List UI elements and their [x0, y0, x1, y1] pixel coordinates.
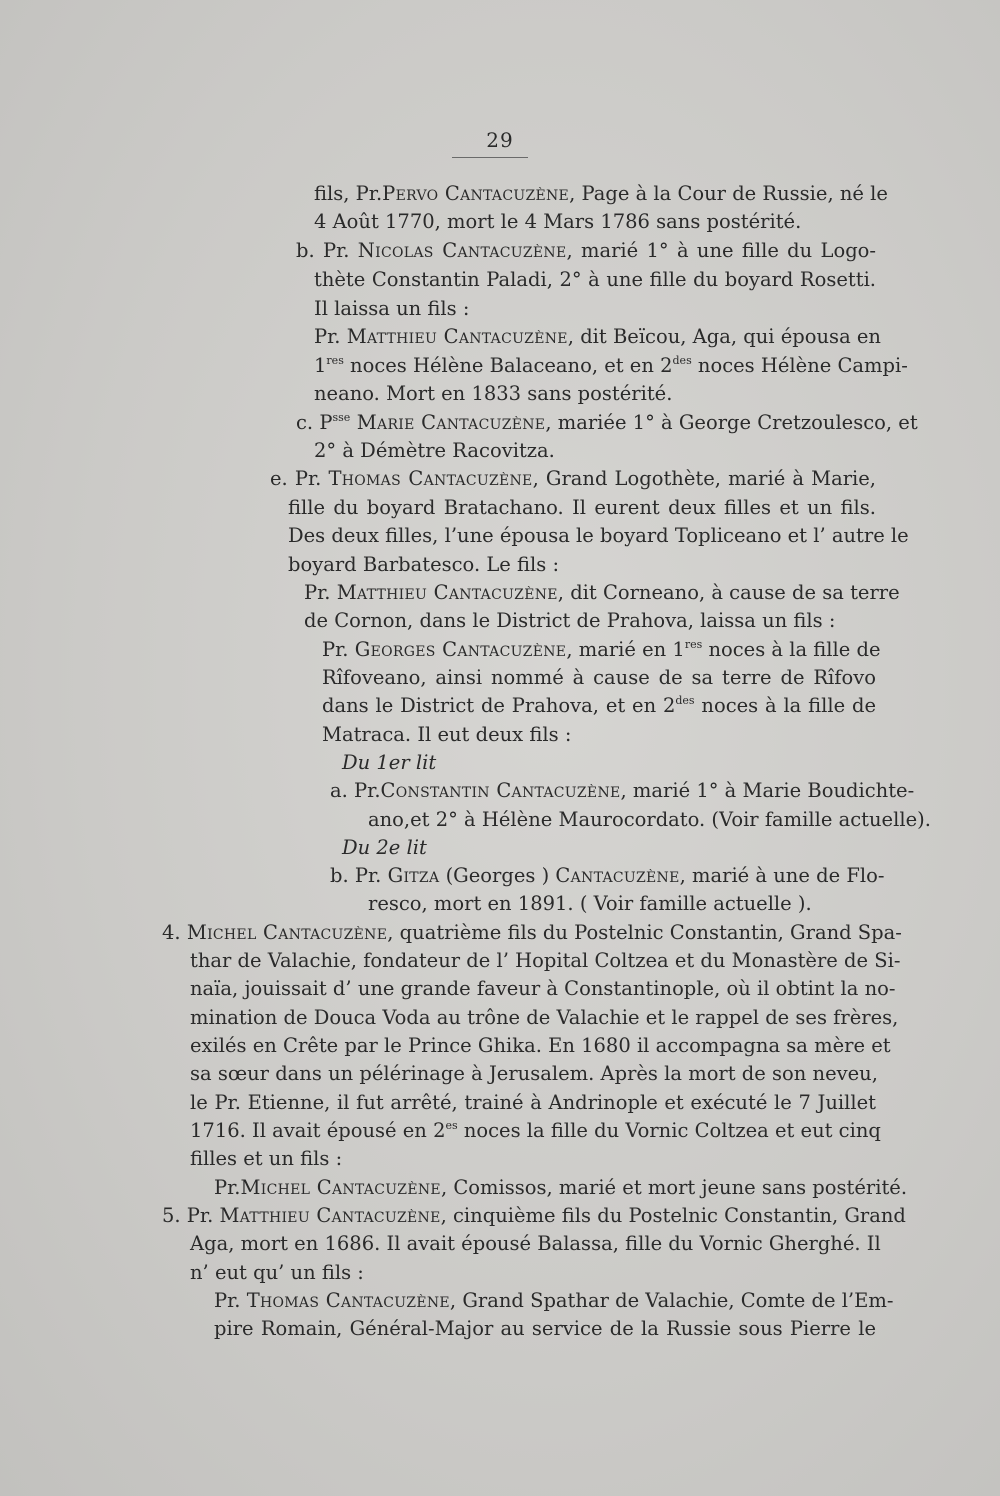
text-line: le Pr. Etienne, il fut arrêté, trainé à Andrinople et exécuté le 7 Juillet	[190, 1091, 876, 1114]
text-line: dans le District de Prahova, et en $2^{des}$ noces à la fille de	[322, 694, 876, 717]
text-line: Il laissa un fils :	[314, 297, 470, 320]
text-line: ano,et 2° à Hélène Maurocordato. (Voir famille actuelle).	[368, 808, 931, 831]
text-line: fille du boyard Bratachano. Il eurent deux filles et un fils.	[288, 496, 876, 519]
text-line: de Cornon, dans le District de Prahova, laissa un fils :	[304, 609, 836, 632]
text-line: 5. Pr. Matthieu Cantacuzène, cinquième fils du Postelnic Constantin, Grand	[162, 1204, 906, 1227]
text-line: mination de Douca Voda au trône de Valachie et le rappel de ses frères,	[190, 1006, 899, 1029]
text-line: Rîfoveano, ainsi nommé à cause de sa terre de Rîfovo	[322, 666, 876, 689]
text-line: Du 2e lit	[342, 836, 427, 859]
text-line: 1716. Il avait épousé en $2^{es}$ noces la fille du Vornic Coltzea et eut cinq	[190, 1119, 881, 1142]
text-line: 4 Août 1770, mort le 4 Mars 1786 sans postérité.	[314, 210, 802, 233]
text-line: Aga, mort en 1686. Il avait épousé Balassa, fille du Vornic Gherghé. Il	[190, 1232, 881, 1255]
text-line: Pr. Thomas Cantacuzène, Grand Spathar de Valachie, Comte de l’Em-	[214, 1289, 894, 1312]
text-line: b. Pr. Gitza (Georges ) Cantacuzène, marié à une de Flo-	[330, 864, 885, 887]
text-line: Pr.Michel Cantacuzène, Comissos, marié et mort jeune sans postérité.	[214, 1176, 908, 1199]
text-line: sa sœur dans un pélérinage à Jerusalem. Après la mort de son neveu,	[190, 1062, 878, 1085]
text-line: pire Romain, Général-Major au service de la Russie sous Pierre le	[214, 1317, 876, 1340]
text-line: Pr. Matthieu Cantacuzène, dit Corneano, à cause de sa terre	[304, 581, 900, 604]
text-line: 4. Michel Cantacuzène, quatrième fils du Postelnic Constantin, Grand Spa-	[162, 921, 902, 944]
text-line: boyard Barbatesco. Le fils :	[288, 553, 560, 576]
text-line: thète Constantin Paladi, 2° à une fille du boyard Rosetti.	[314, 268, 876, 291]
text-line: Pr. Georges Cantacuzène, marié en 1res noces à la fille de	[322, 638, 881, 661]
text-line: filles et un fils :	[190, 1147, 343, 1170]
text-line: Pr. Matthieu Cantacuzène, dit Beïcou, Aga, qui épousa en	[314, 325, 881, 348]
text-line: neano. Mort en 1833 sans postérité.	[314, 382, 673, 405]
text-line: Matraca. Il eut deux fils :	[322, 723, 572, 746]
text-line: Des deux filles, l’une épousa le boyard Topliceano et l’ autre le	[288, 524, 909, 547]
text-line: 2° à Démètre Racovitza.	[314, 439, 555, 462]
page-number-rule	[452, 157, 528, 158]
text-line: e. Pr. Thomas Cantacuzène, Grand Logothète, marié à Marie,	[270, 467, 876, 490]
text-line: c. $P^{sse}$ Marie Cantacuzène, mariée 1° à George Cretzoulesco, et	[296, 411, 918, 434]
text-line: b. Pr. Nicolas Cantacuzène, marié 1° à une fille du Logo-	[296, 239, 877, 262]
text-line: Du 1er lit	[342, 751, 437, 774]
text-line: 1res noces Hélène Balaceano, et en $2^{des}$ noces Hélène Campi-	[314, 354, 908, 377]
text-line: naïa, jouissait d’ une grande faveur à Constantinople, où il obtint la no-	[190, 977, 896, 1000]
text-line: fils, Pr.Pervo Cantacuzène, Page à la Cour de Russie, né le	[314, 182, 888, 205]
text-line: a. Pr.Constantin Cantacuzène, marié 1° à Marie Boudichte-	[330, 779, 915, 802]
page-number: 29	[486, 128, 514, 152]
text-line: resco, mort en 1891. ( Voir famille actuelle ).	[368, 892, 812, 915]
text-line: thar de Valachie, fondateur de l’ Hopital Coltzea et du Monastère de Si-	[190, 949, 901, 972]
text-line: n’ eut qu’ un fils :	[190, 1261, 364, 1284]
text-line: exilés en Crête par le Prince Ghika. En 1680 il accompagna sa mère et	[190, 1034, 891, 1057]
